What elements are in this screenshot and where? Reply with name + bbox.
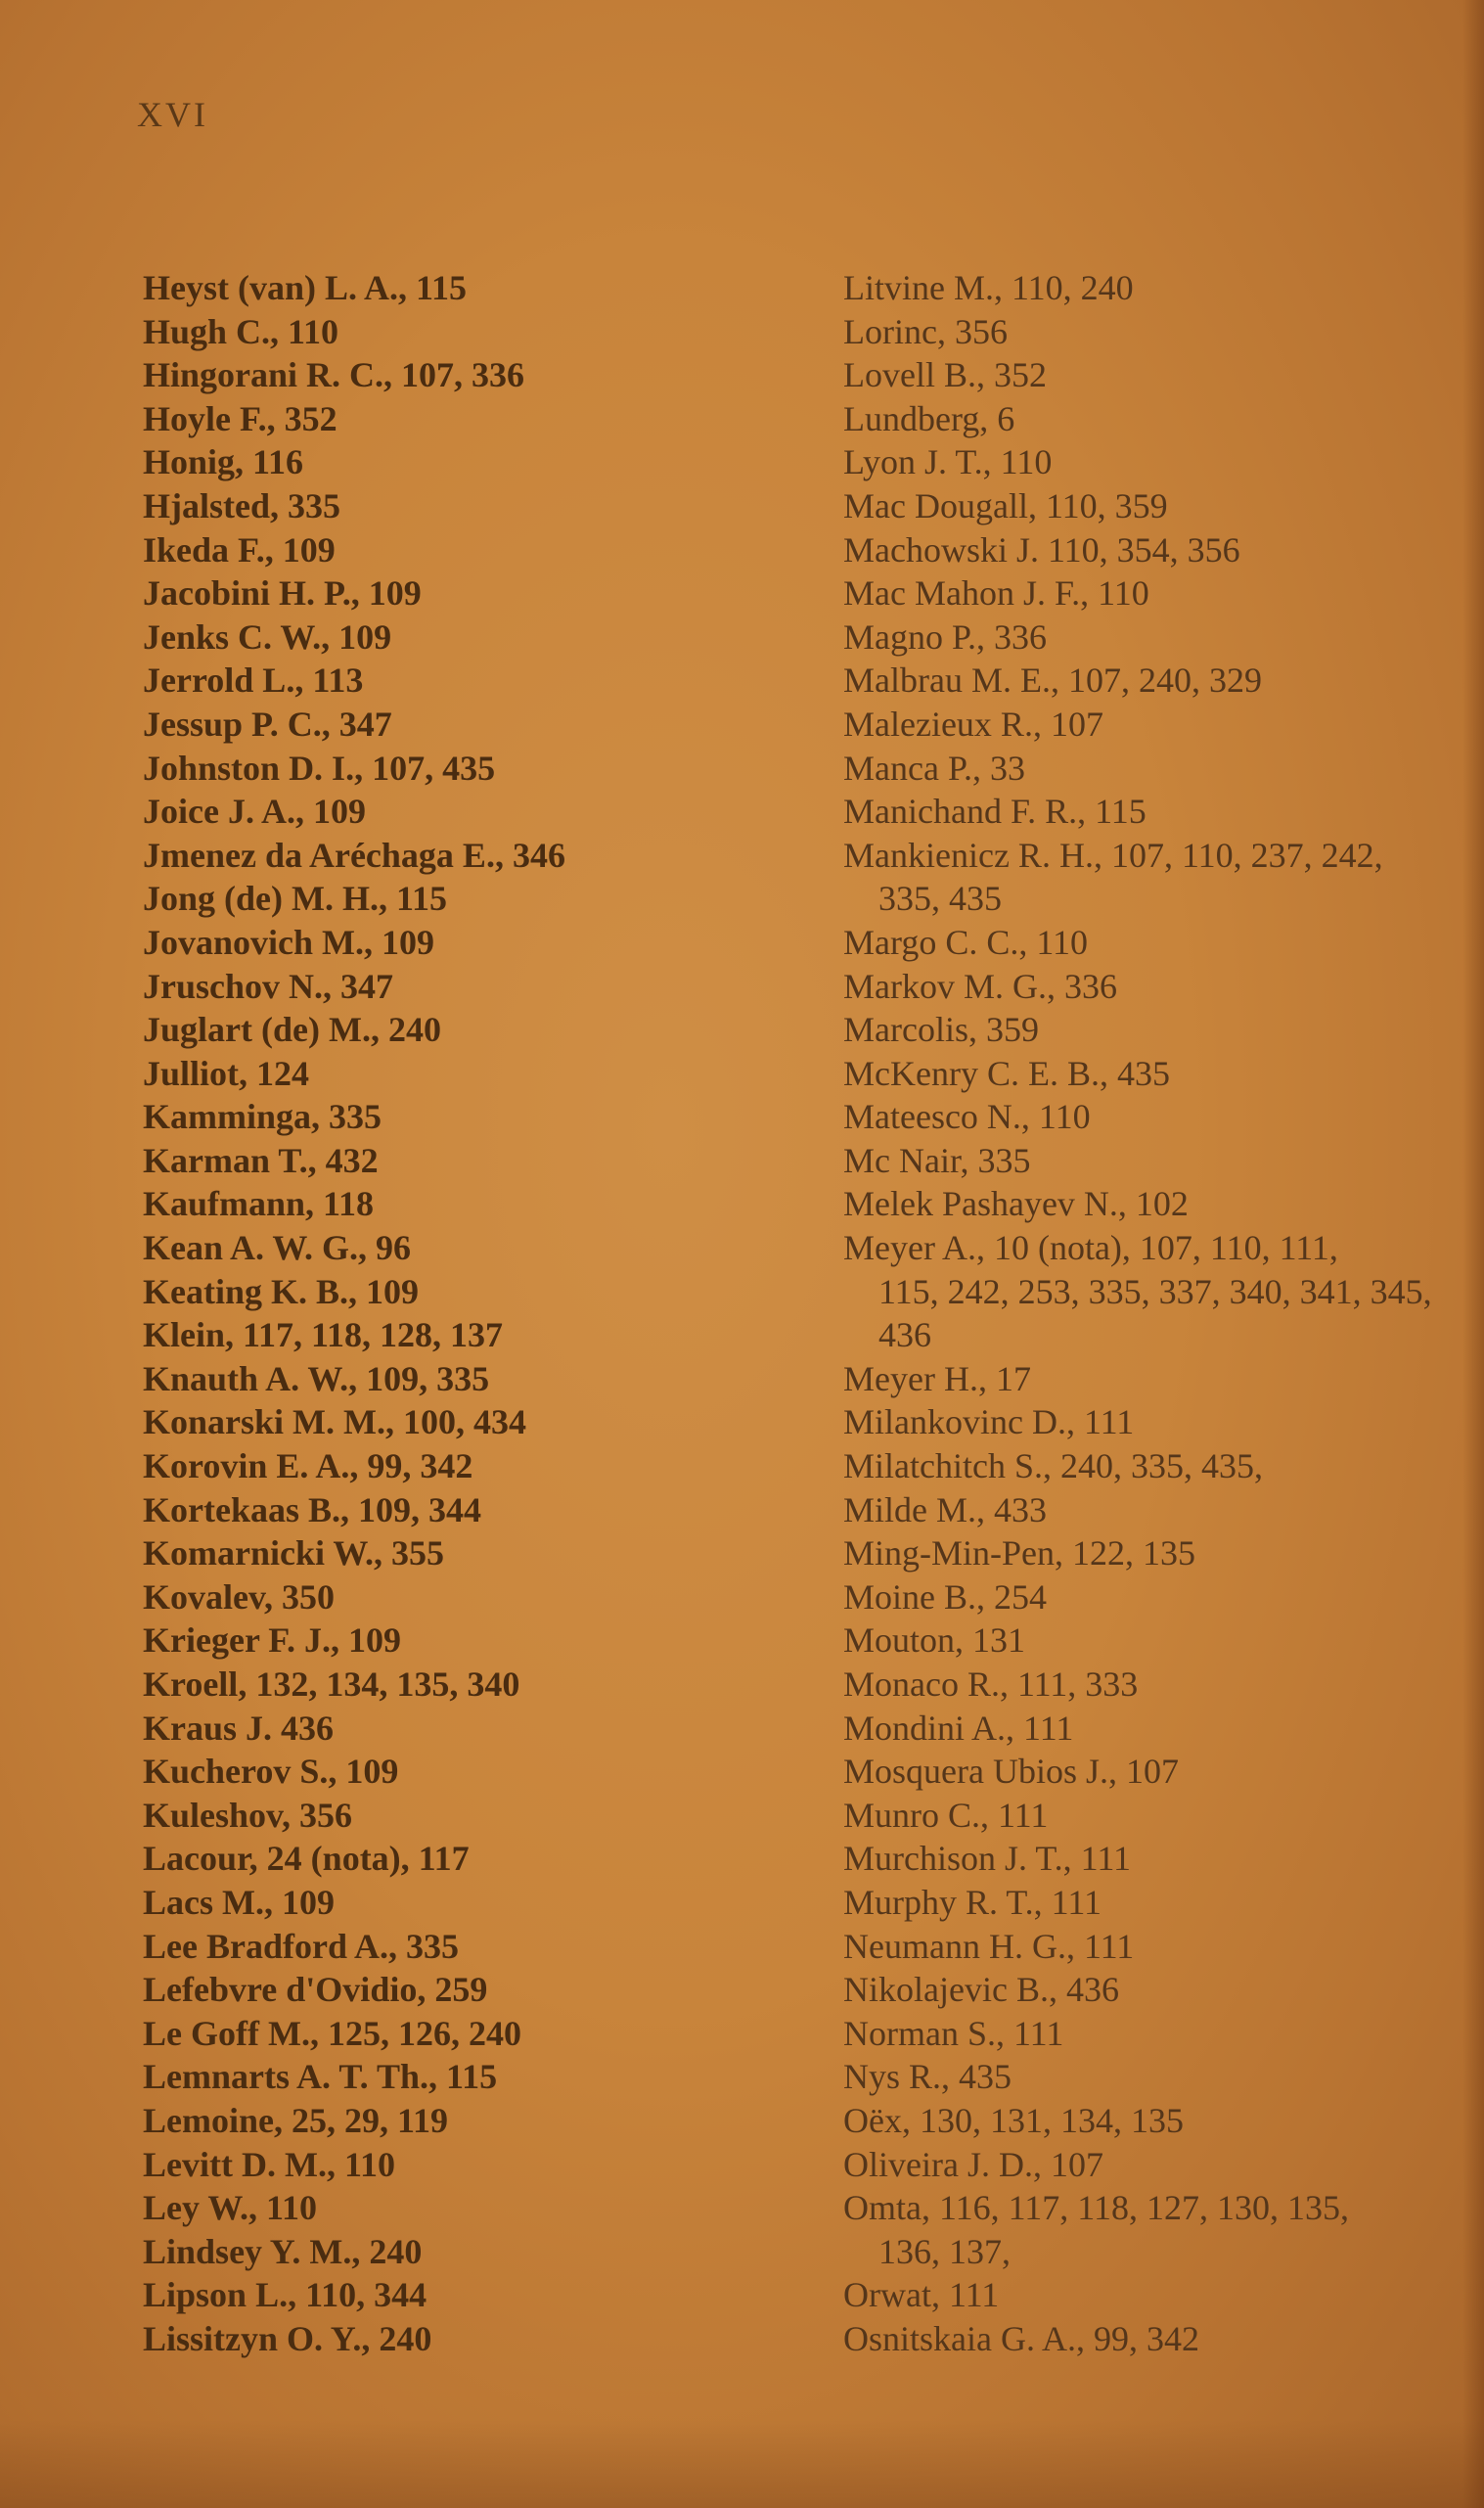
index-entry: Markov M. G., 336	[843, 966, 1117, 1006]
index-entry: Neumann H. G., 111	[843, 1926, 1135, 1966]
index-entry-continuation: 436	[878, 1315, 931, 1355]
index-entry: Meyer H., 17	[843, 1358, 1031, 1398]
index-entry: Nys R., 435	[843, 2057, 1012, 2097]
index-entry: Milde M., 433	[843, 1489, 1048, 1529]
index-entry: Julliot, 124	[143, 1053, 310, 1093]
index-entry: Machowski J. 110, 354, 356	[843, 529, 1240, 570]
index-entry: Norman S., 111	[843, 2013, 1064, 2053]
index-entry: Keating K. B., 109	[143, 1271, 420, 1311]
index-entry: McKenry C. E. B., 435	[843, 1053, 1170, 1093]
index-entry: Jerrold L., 113	[143, 661, 364, 701]
index-entry: Lovell B., 352	[843, 355, 1047, 395]
index-entry-continuation: 335, 435	[878, 879, 1002, 919]
page-number: XVI	[137, 95, 208, 134]
index-entry: Johnston D. I., 107, 435	[143, 748, 496, 788]
index-entry: Milatchitch S., 240, 335, 435,	[843, 1446, 1263, 1486]
index-entry: Lemnarts A. T. Th., 115	[143, 2057, 498, 2097]
index-entry: Kucherov S., 109	[143, 1752, 399, 1792]
index-entry: Murchison J. T., 111	[843, 1839, 1131, 1879]
index-entry: Juglart (de) M., 240	[143, 1010, 441, 1050]
index-entry: Lacour, 24 (nota), 117	[143, 1839, 470, 1879]
index-entry: Jmenez da Aréchaga E., 346	[143, 835, 565, 875]
index-entry: Melek Pashayev N., 102	[843, 1184, 1189, 1224]
index-entry: Lacs M., 109	[143, 1882, 335, 1922]
index-entry: Lissitzyn O. Y., 240	[143, 2318, 432, 2358]
index-entry: Mondini A., 111	[843, 1708, 1074, 1748]
index-entry: Kraus J. 436	[143, 1708, 335, 1748]
index-entry: Hoyle F., 352	[143, 398, 337, 438]
index-entry: Mac Dougall, 110, 359	[843, 485, 1168, 525]
index-entry: Kean A. W. G., 96	[143, 1228, 412, 1268]
index-column-left	[143, 266, 788, 2361]
index-entry: Mateesco N., 110	[843, 1097, 1091, 1137]
index-entry: Kortekaas B., 109, 344	[143, 1489, 481, 1529]
index-entry: Honig, 116	[143, 442, 304, 482]
index-entry: Jenks C. W., 109	[143, 616, 392, 657]
index-entry: Jacobini H. P., 109	[143, 573, 422, 614]
index-entry: Jovanovich M., 109	[143, 922, 435, 962]
index-entry: Manichand F. R., 115	[843, 792, 1147, 832]
index-entry: Lee Bradford A., 335	[143, 1926, 459, 1966]
index-entry: Hjalsted, 335	[143, 485, 340, 525]
index-entry: Jessup P. C., 347	[143, 704, 392, 744]
index-entry: Konarski M. M., 100, 434	[143, 1402, 526, 1442]
index-entry: Jruschov N., 347	[143, 966, 394, 1006]
index-entry: Hugh C., 110	[143, 311, 339, 351]
index-entry: Mc Nair, 335	[843, 1140, 1031, 1180]
index-entry: Joice J. A., 109	[143, 792, 366, 832]
index-entry: Ikeda F., 109	[143, 529, 336, 570]
index-entry: Osnitskaia G. A., 99, 342	[843, 2318, 1199, 2358]
index-entry: Ming-Min-Pen, 122, 135	[843, 1533, 1195, 1573]
index-entry: Kamminga, 335	[143, 1097, 382, 1137]
index-entry: Jong (de) M. H., 115	[143, 879, 447, 919]
index-entry: Lefebvre d'Ovidio, 259	[143, 1970, 488, 2010]
index-entry: Litvine M., 110, 240	[843, 268, 1134, 307]
index-entry: Levitt D. M., 110	[143, 2144, 395, 2184]
index-column-right	[843, 266, 1469, 2361]
index-entry: Mankienicz R. H., 107, 110, 237, 242,	[843, 835, 1383, 875]
index-entry: Kuleshov, 356	[143, 1795, 353, 1835]
index-entry: Omta, 116, 117, 118, 127, 130, 135,	[843, 2188, 1349, 2228]
index-entry: Murphy R. T., 111	[843, 1882, 1102, 1922]
index-entry: Kaufmann, 118	[143, 1184, 375, 1224]
index-entry: Munro C., 111	[843, 1795, 1049, 1835]
index-entry: Milankovinc D., 111	[843, 1402, 1135, 1442]
index-entry: Karman T., 432	[143, 1140, 379, 1180]
index-entry: Oliveira J. D., 107	[843, 2144, 1103, 2184]
index-entry: Krieger F. J., 109	[143, 1620, 401, 1661]
index-entry: Klein, 117, 118, 128, 137	[143, 1315, 504, 1355]
index-entry: Magno P., 336	[843, 616, 1048, 657]
index-entry: Knauth A. W., 109, 335	[143, 1358, 490, 1398]
index-entry: Le Goff M., 125, 126, 240	[143, 2013, 521, 2053]
index-entry: Lyon J. T., 110	[843, 442, 1053, 482]
index-entry: Moine B., 254	[843, 1576, 1048, 1617]
index-entry: Orwat, 111	[843, 2275, 1000, 2315]
index-entry: Meyer A., 10 (nota), 107, 110, 111,	[843, 1228, 1338, 1268]
index-entry: Hingorani R. C., 107, 336	[143, 355, 525, 395]
index-entry-continuation: 136, 137,	[878, 2231, 1011, 2271]
index-entry: Malbrau M. E., 107, 240, 329	[843, 661, 1262, 701]
index-entry: Mouton, 131	[843, 1620, 1026, 1661]
index-entry: Mosquera Ubios J., 107	[843, 1752, 1179, 1792]
index-entry: Komarnicki W., 355	[143, 1533, 445, 1573]
index-entry: Manca P., 33	[843, 748, 1025, 788]
index-entry-continuation: 115, 242, 253, 335, 337, 340, 341, 345,	[878, 1271, 1432, 1311]
index-entry: Korovin E. A., 99, 342	[143, 1446, 473, 1486]
index-entry: Lorinc, 356	[843, 311, 1008, 351]
index-entry: Lipson L., 110, 344	[143, 2275, 427, 2315]
index-entry: Heyst (van) L. A., 115	[143, 268, 468, 307]
index-entry: Marcolis, 359	[843, 1010, 1039, 1050]
index-entry: Kovalev, 350	[143, 1576, 335, 1617]
index-entry: Malezieux R., 107	[843, 704, 1103, 744]
index-entry: Kroell, 132, 134, 135, 340	[143, 1664, 520, 1704]
index-entry: Margo C. C., 110	[843, 922, 1089, 962]
index-entry: Oëx, 130, 131, 134, 135	[843, 2100, 1184, 2140]
page-bottom-shadow	[0, 2420, 1484, 2508]
index-entry: Mac Mahon J. F., 110	[843, 573, 1149, 614]
index-entry: Lindsey Y. M., 240	[143, 2231, 423, 2271]
index-entry: Monaco R., 111, 333	[843, 1664, 1139, 1704]
index-entry: Lemoine, 25, 29, 119	[143, 2100, 448, 2140]
index-entry: Lundberg, 6	[843, 398, 1015, 438]
index-entry: Ley W., 110	[143, 2188, 318, 2228]
index-entry: Nikolajevic B., 436	[843, 1970, 1119, 2010]
